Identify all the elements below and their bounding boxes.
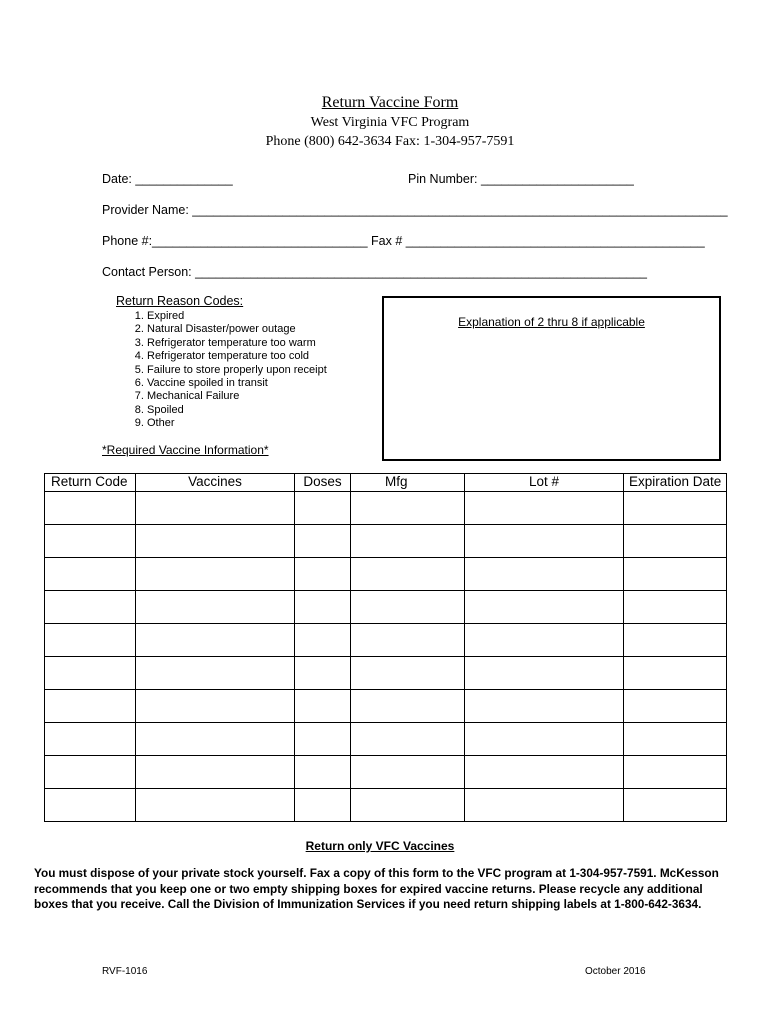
return-code-cell[interactable] [45, 591, 136, 624]
return-code-cell[interactable] [45, 657, 136, 690]
vaccines-cell[interactable] [136, 723, 295, 756]
expiration-date-cell[interactable] [624, 624, 727, 657]
reason-code-item: 4. Refrigerator temperature too cold [147, 350, 327, 363]
reason-code-item: 8. Spoiled [147, 404, 327, 417]
return-code-cell[interactable] [45, 525, 136, 558]
header-vaccines: Vaccines [136, 474, 295, 492]
lot-cell[interactable] [465, 657, 624, 690]
return-code-cell[interactable] [45, 756, 136, 789]
vaccines-cell[interactable] [136, 690, 295, 723]
reason-code-item: 9. Other [147, 417, 327, 430]
lot-cell[interactable] [465, 789, 624, 822]
form-id: RVF-1016 [102, 966, 148, 977]
header-return-code: Return Code [45, 474, 136, 492]
table-row [45, 558, 727, 591]
header-doses: Doses [295, 474, 351, 492]
expiration-date-cell[interactable] [624, 657, 727, 690]
return-code-cell[interactable] [45, 723, 136, 756]
lot-cell[interactable] [465, 492, 624, 525]
doses-cell[interactable] [295, 789, 351, 822]
mfg-cell[interactable] [351, 591, 465, 624]
table-row [45, 657, 727, 690]
vaccines-cell[interactable] [136, 558, 295, 591]
explanation-label: Explanation of 2 thru 8 if applicable [458, 315, 645, 329]
expiration-date-cell[interactable] [624, 690, 727, 723]
vaccines-cell[interactable] [136, 657, 295, 690]
vaccines-cell[interactable] [136, 492, 295, 525]
doses-cell[interactable] [295, 723, 351, 756]
reason-code-list [116, 310, 327, 431]
table-row [45, 591, 727, 624]
form-date: October 2016 [585, 966, 646, 977]
lot-cell[interactable] [465, 690, 624, 723]
doses-cell[interactable] [295, 558, 351, 591]
program-name: West Virginia VFC Program [310, 115, 470, 130]
return-code-cell[interactable] [45, 624, 136, 657]
reason-code-item: 2. Natural Disaster/power outage [147, 323, 327, 336]
lot-cell[interactable] [465, 723, 624, 756]
lot-cell[interactable] [465, 558, 624, 591]
expiration-date-cell[interactable] [624, 525, 727, 558]
return-reason-codes [116, 293, 327, 431]
vaccines-cell[interactable] [136, 756, 295, 789]
mfg-cell[interactable] [351, 723, 465, 756]
required-info-label: *Required Vaccine Information* [102, 443, 269, 457]
expiration-date-cell[interactable] [624, 558, 727, 591]
explanation-box[interactable] [382, 296, 721, 461]
reason-code-item: 5. Failure to store properly upon receipt [147, 364, 327, 377]
expiration-date-cell[interactable] [624, 756, 727, 789]
vaccine-return-table [44, 473, 727, 822]
reason-code-item: 6. Vaccine spoiled in transit [147, 377, 327, 390]
table-row [45, 756, 727, 789]
form-title: Return Vaccine Form [321, 94, 459, 111]
reason-code-item: 1. Expired [147, 310, 327, 323]
doses-cell[interactable] [295, 657, 351, 690]
table-row [45, 624, 727, 657]
vaccines-cell[interactable] [136, 525, 295, 558]
mfg-cell[interactable] [351, 525, 465, 558]
expiration-date-cell[interactable] [624, 789, 727, 822]
doses-cell[interactable] [295, 624, 351, 657]
vaccines-cell[interactable] [136, 789, 295, 822]
doses-cell[interactable] [295, 525, 351, 558]
contact-line: Phone (800) 642-3634 Fax: 1-304-957-7591 [265, 134, 515, 149]
return-code-cell[interactable] [45, 492, 136, 525]
phone-fax-field[interactable]: Phone #:_______________________________ Fax # ___________________________________________ [102, 234, 705, 248]
doses-cell[interactable] [295, 492, 351, 525]
vaccines-cell[interactable] [136, 624, 295, 657]
table-row [45, 492, 727, 525]
lot-cell[interactable] [465, 591, 624, 624]
mfg-cell[interactable] [351, 492, 465, 525]
header-expiration-date: Expiration Date [624, 474, 727, 492]
table-row [45, 690, 727, 723]
expiration-date-cell[interactable] [624, 591, 727, 624]
expiration-date-cell[interactable] [624, 492, 727, 525]
table-header-row [45, 474, 727, 492]
contact-person-field[interactable]: Contact Person: _________________________________________________________________ [102, 265, 647, 279]
lot-cell[interactable] [465, 624, 624, 657]
expiration-date-cell[interactable] [624, 723, 727, 756]
mfg-cell[interactable] [351, 624, 465, 657]
mfg-cell[interactable] [351, 789, 465, 822]
notice-title: Return only VFC Vaccines [305, 839, 455, 853]
reason-codes-heading: Return Reason Codes: [116, 294, 244, 308]
notice-body: You must dispose of your private stock yourself. Fax a copy of this form to the VFC program at 1-304-957-7591. McKesson recommends that you keep one or two empty shipping boxes for expired vaccine returns. Please recycle any additional boxes that you receive. Call the Division of Immunization Services if you need return shipping labels at 1-800-642-3634. [34, 866, 719, 911]
form-header [0, 93, 770, 151]
reason-code-item: 7. Mechanical Failure [147, 390, 327, 403]
return-code-cell[interactable] [45, 558, 136, 591]
provider-name-field[interactable]: Provider Name: _____________________________________________________________________________ [102, 203, 728, 217]
header-lot: Lot # [465, 474, 624, 492]
table-row [45, 723, 727, 756]
return-code-cell[interactable] [45, 789, 136, 822]
doses-cell[interactable] [295, 690, 351, 723]
doses-cell[interactable] [295, 756, 351, 789]
mfg-cell[interactable] [351, 756, 465, 789]
header-mfg: Mfg [351, 474, 465, 492]
date-field[interactable]: Date: ______________ [102, 172, 233, 186]
vaccines-cell[interactable] [136, 591, 295, 624]
mfg-cell[interactable] [351, 558, 465, 591]
table-row [45, 789, 727, 822]
doses-cell[interactable] [295, 591, 351, 624]
mfg-cell[interactable] [351, 657, 465, 690]
table-body [45, 492, 727, 822]
table-row [45, 525, 727, 558]
mfg-cell[interactable] [351, 690, 465, 723]
pin-number-field[interactable]: Pin Number: ______________________ [408, 172, 634, 186]
reason-code-item: 3. Refrigerator temperature too warm [147, 337, 327, 350]
return-code-cell[interactable] [45, 690, 136, 723]
lot-cell[interactable] [465, 525, 624, 558]
lot-cell[interactable] [465, 756, 624, 789]
